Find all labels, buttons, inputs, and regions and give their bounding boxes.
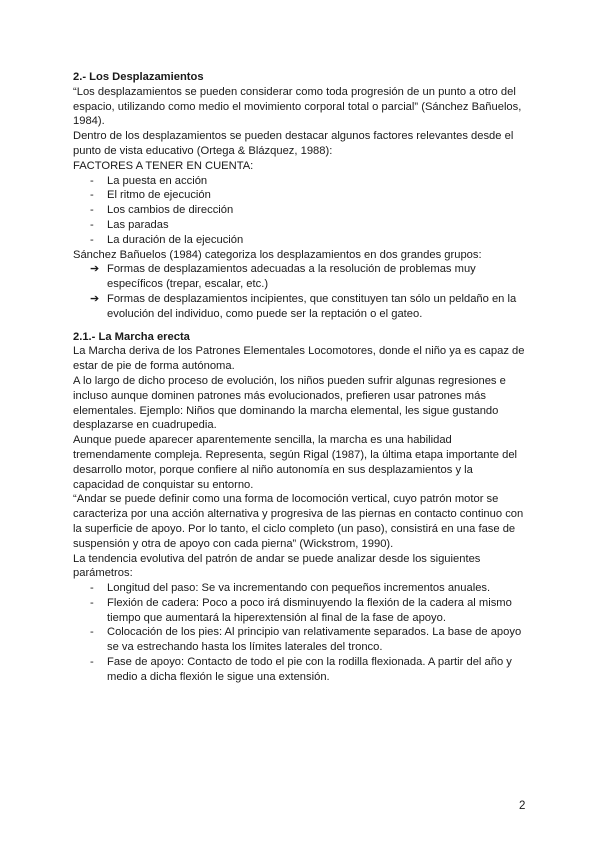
arrow-icon: ➔: [90, 292, 100, 305]
groups-list: [73, 262, 525, 321]
section-heading-desplazamientos: 2.- Los Desplazamientos: [73, 71, 204, 83]
list-item-text: Formas de desplazamientos adecuadas a la resolución de problemas muy específicos (trepar, escalar, etc.): [107, 263, 476, 291]
paragraph: A lo largo de dicho proceso de evolución, los niños pueden sufrir algunas regresiones e incluso aunque dominen patrones más evolucionados, prefieren usar patrones más elementales. Ejemplo: Niños que dominando la marcha elemental, les sigue gustando desplazarse en cuadrupedia.: [73, 374, 506, 432]
list-item: - Los cambios de dirección: [73, 203, 525, 218]
quote-paragraph: “Andar se puede definir como una forma de locomoción vertical, cuyo patrón motor se caracteriza por una acción alternativa y progresiva de las piernas en contacto continuo con la superficie de apoyo. Por lo tanto, el ciclo completo (un paso), consistirá en una fase de suspensión y otra de apoyo con cada pierna” (Wickstrom, 1990).: [73, 493, 524, 550]
list-item: [73, 292, 525, 322]
list-item: - La duración de la ejecución: [73, 233, 525, 248]
page-content: [73, 70, 525, 685]
arrow-icon: ➔: [90, 263, 100, 276]
list-item: - Las paradas: [73, 218, 525, 233]
paragraph: Aunque puede aparecer aparentemente sencilla, la marcha es una habilidad tremendamente compleja. Representa, según Rigal (1987), la última etapa importante del desarrollo motor, porque confiere al niño autonomía en sus desplazamientos y la capacidad de conquistar su entorno.: [73, 434, 518, 491]
paragraph: La Marcha deriva de los Patrones Elementales Locomotores, donde el niño ya es capaz de estar de pie de forma autónoma.: [73, 345, 525, 373]
section-heading-marcha-erecta: 2.1.- La Marcha erecta: [73, 330, 190, 343]
page-number: 2: [519, 800, 526, 812]
section-spacer: [73, 322, 525, 330]
factors-list: [73, 174, 525, 248]
list-item-text: Formas de desplazamientos incipientes, que constituyen tan sólo un peldaño en la evolución del individuo, como puede ser la reptación o el gateo.: [107, 292, 517, 320]
factors-label: FACTORES A TENER EN CUENTA:: [73, 159, 254, 172]
list-item: - La puesta en acción: [73, 174, 525, 189]
quote-paragraph: “Los desplazamientos se pueden considerar como toda progresión de un punto a otro del espacio, utilizando como medio el movimiento corporal total o parcial” (Sánchez Bañuelos, 1984).: [73, 85, 522, 128]
list-item: - Fase de apoyo: Contacto de todo el pie con la rodilla flexionada. A partir del año y medio a dicha flexión le sigue una extensión.: [73, 655, 525, 685]
list-item: - Flexión de cadera: Poco a poco irá disminuyendo la flexión de la cadera al mismo tiempo que aumentará la hiperextensión al final de la fase de apoyo.: [73, 596, 525, 626]
list-item: [73, 262, 525, 292]
groups-intro-paragraph: Sánchez Bañuelos (1984) categoriza los desplazamientos en dos grandes grupos:: [73, 248, 482, 261]
paragraph: La tendencia evolutiva del patrón de andar se puede analizar desde los siguientes parámetros:: [73, 552, 481, 580]
list-item: - Longitud del paso: Se va incrementando con pequeños incrementos anuales.: [73, 581, 525, 596]
params-list: [73, 581, 525, 685]
list-item: - El ritmo de ejecución: [73, 188, 525, 203]
list-item: - Colocación de los pies: Al principio van relativamente separados. La base de apoyo se va estrechando hasta los límites laterales del tronco.: [73, 625, 525, 655]
intro-paragraph: Dentro de los desplazamientos se pueden destacar algunos factores relevantes desde el punto de vista educativo (Ortega & Blázquez, 1988):: [73, 130, 514, 157]
